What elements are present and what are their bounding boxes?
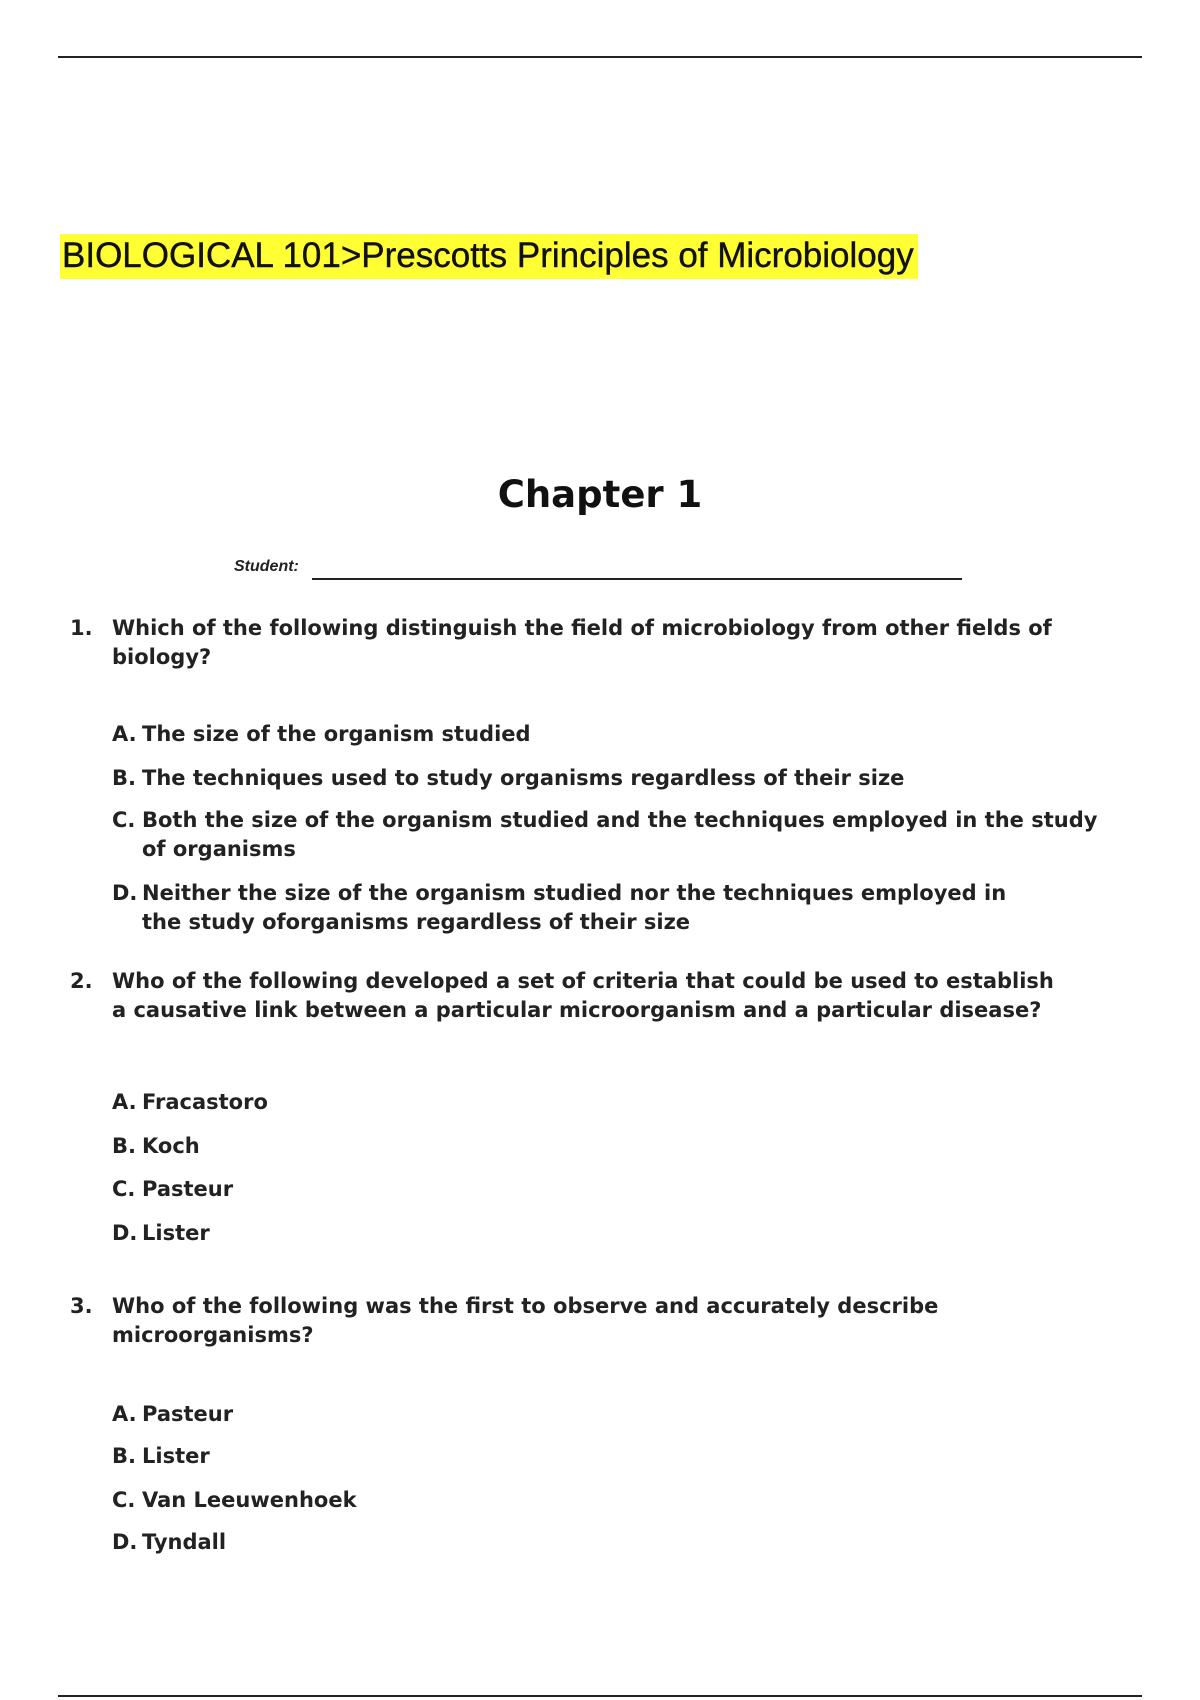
question-text: Who of the following was the first to observe and accurately describe microorganisms?: [112, 1294, 939, 1347]
option-letter: C.: [112, 1177, 136, 1201]
option-text: Lister: [142, 1221, 210, 1245]
option-text: Pasteur: [142, 1402, 234, 1426]
document-title: BIOLOGICAL 101>Prescotts Principles of Microbiology: [60, 234, 918, 279]
question-number: 3.: [70, 1294, 93, 1318]
option-text: Pasteur: [142, 1177, 234, 1201]
option-text: Neither the size of the organism studied nor the techniques employed in the study oforganisms regardless of their size: [142, 881, 1007, 934]
option-letter: B.: [112, 1444, 136, 1468]
option-text: Lister: [142, 1444, 210, 1468]
question-text: Who of the following developed a set of criteria that could be used to establish a causative link between a particular microorganism and a particular disease?: [112, 969, 1054, 1022]
chapter-title: Chapter 1: [497, 473, 703, 516]
option-text: Van Leeuwenhoek: [142, 1488, 357, 1512]
option-text: Fracastoro: [142, 1090, 268, 1114]
option-text: Koch: [142, 1134, 200, 1158]
student-label: Student:: [234, 558, 299, 575]
option-text: Tyndall: [142, 1530, 227, 1554]
option-letter: D.: [112, 1530, 138, 1554]
question-number: 2.: [70, 969, 93, 993]
top-rule: [58, 56, 1142, 58]
option-letter: D.: [112, 881, 138, 905]
student-field: [234, 556, 964, 582]
question-number: 1.: [70, 616, 93, 640]
question-text: Which of the following distinguish the field of microbiology from other fields of biology?: [112, 616, 1052, 669]
option-letter: B.: [112, 766, 136, 790]
option-text: The size of the organism studied: [142, 722, 531, 746]
option-letter: D.: [112, 1221, 138, 1245]
bottom-rule: [58, 1695, 1142, 1697]
option-letter: C.: [112, 808, 136, 832]
option-letter: A.: [112, 1090, 137, 1114]
student-name-line: [312, 578, 962, 580]
option-letter: A.: [112, 1402, 137, 1426]
option-letter: B.: [112, 1134, 136, 1158]
option-text: The techniques used to study organisms regardless of their size: [142, 766, 905, 790]
option-letter: A.: [112, 722, 137, 746]
option-letter: C.: [112, 1488, 136, 1512]
option-text: Both the size of the organism studied and the techniques employed in the study of organisms: [142, 808, 1098, 861]
